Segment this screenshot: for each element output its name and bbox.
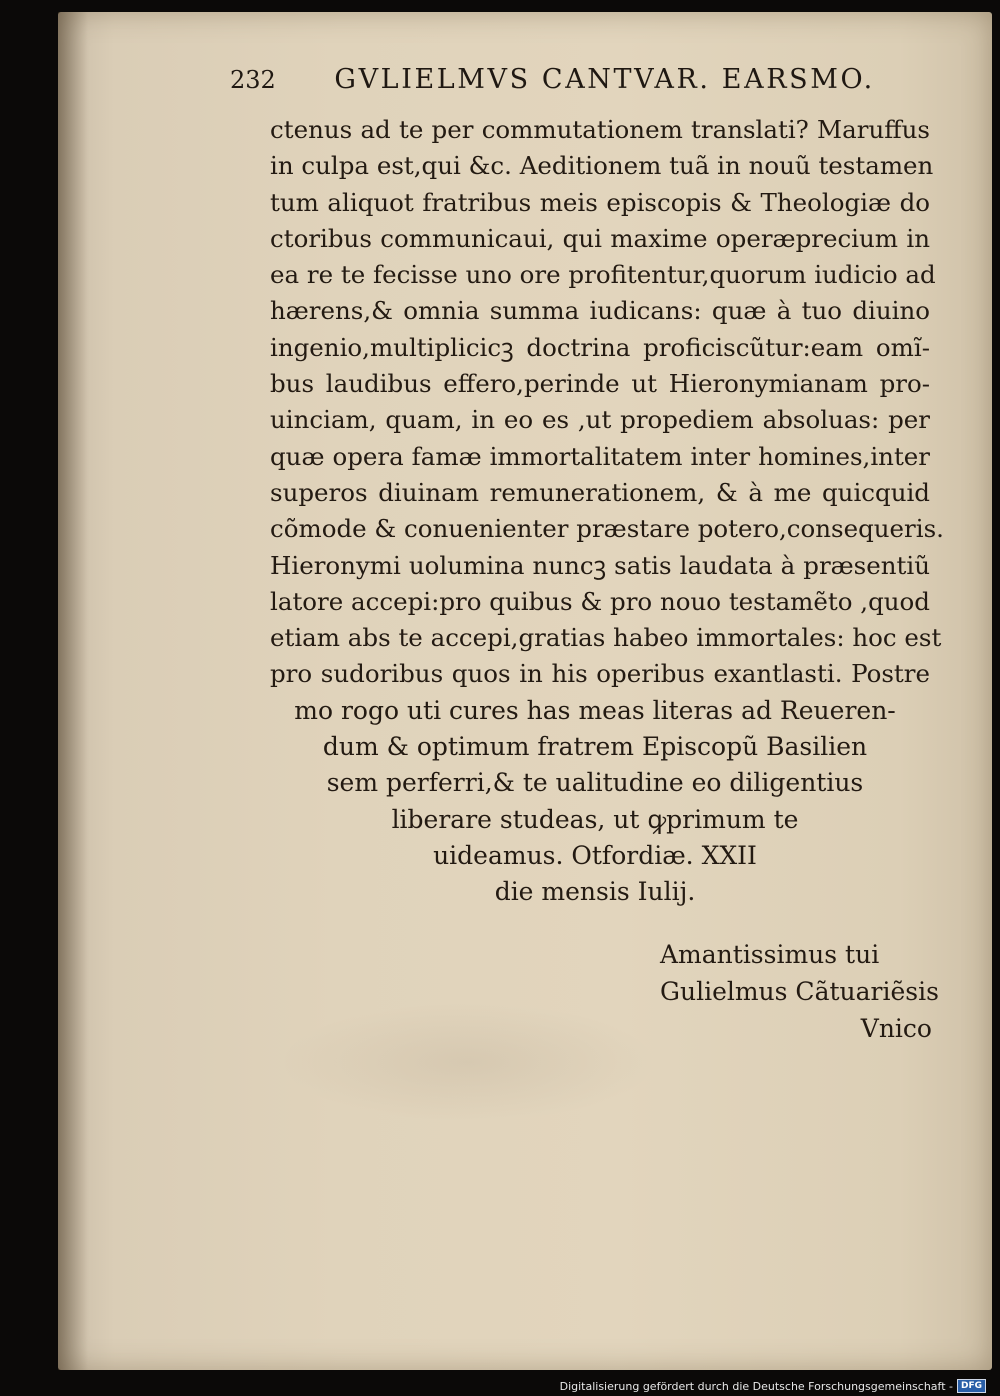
closing-line: die mensis Iulij. [494,877,696,907]
body-line: pro sudoribus quos in his operibus exantlasti. Postre [270,659,930,689]
signature-block [660,936,990,1047]
body-line: uinciam, quam, in eo es ,ut propediem absoluas: per [270,405,930,435]
credit-text: Digitalisierung gefördert durch die Deutsche Forschungsgemeinschaft - [559,1379,953,1393]
body-line: tum aliquot fratribus meis episcopis & Theologiæ do [270,187,930,217]
body-line: superos diuinam remunerationem, & à me quicquid [270,477,930,507]
page-header [230,64,875,95]
page-gutter-shadow [58,12,88,1370]
body-line: bus laudibus effero,perinde ut Hieronymianam pro- [270,369,930,399]
body-line: ctenus ad te per commutationem translati? Maruffus [270,115,930,144]
closing-line: sem perferri,& te ualitudine eo diligentius [326,768,864,798]
page-number: 232 [230,66,276,94]
body-line: ctoribus communicaui, qui maxime operæprecium in [270,223,930,253]
closing-line: liberare studeas, ut ꝙprimum te [391,804,799,834]
body-line: etiam abs te accepi,gratias habeo immortales: hoc est [270,623,942,653]
signature-name: Gulielmus Cãtuariẽsis [660,977,939,1006]
body-line: latore accepi:pro quibus & pro nouo testamẽto ,quod [270,586,930,616]
signature-salutation: Amantissimus tui [660,940,880,969]
body-line: hærens,& omnia summa iudicans: quæ à tuo diuino [270,296,930,326]
body-line: in culpa est,qui &c. Aeditionem tuã in nouũ testamen [270,151,934,181]
show-through-area [278,1002,658,1122]
body-line: quæ opera famæ immortalitatem inter homines,inter [270,441,930,471]
letter-body [270,112,944,911]
closing-line: mo rogo uti cures has meas literas ad Reueren- [294,695,896,725]
body-line: ingenio,multiplicicꝫ doctrina proficiscũtur:eam omĩ- [270,332,930,362]
signature-recipient: Vnico [860,1014,932,1043]
running-head: GVLIELMVS CANTVAR. EARSMO. [334,64,875,95]
closing-line: uideamus. Otfordiæ. XXII [433,840,757,870]
body-line: Hieronymi uolumina nuncꝫ satis laudata à præsentiũ [270,550,930,580]
body-line: ea re te fecisse uno ore profitentur,quorum iudicio ad [270,260,936,290]
body-line: cõmode & conuenienter præstare potero,consequeris. [270,514,944,544]
closing-line: dum & optimum fratrem Episcopũ Basilien [322,732,868,762]
dfg-logo-icon: DFG [957,1379,986,1393]
digitization-credit [560,1379,986,1393]
